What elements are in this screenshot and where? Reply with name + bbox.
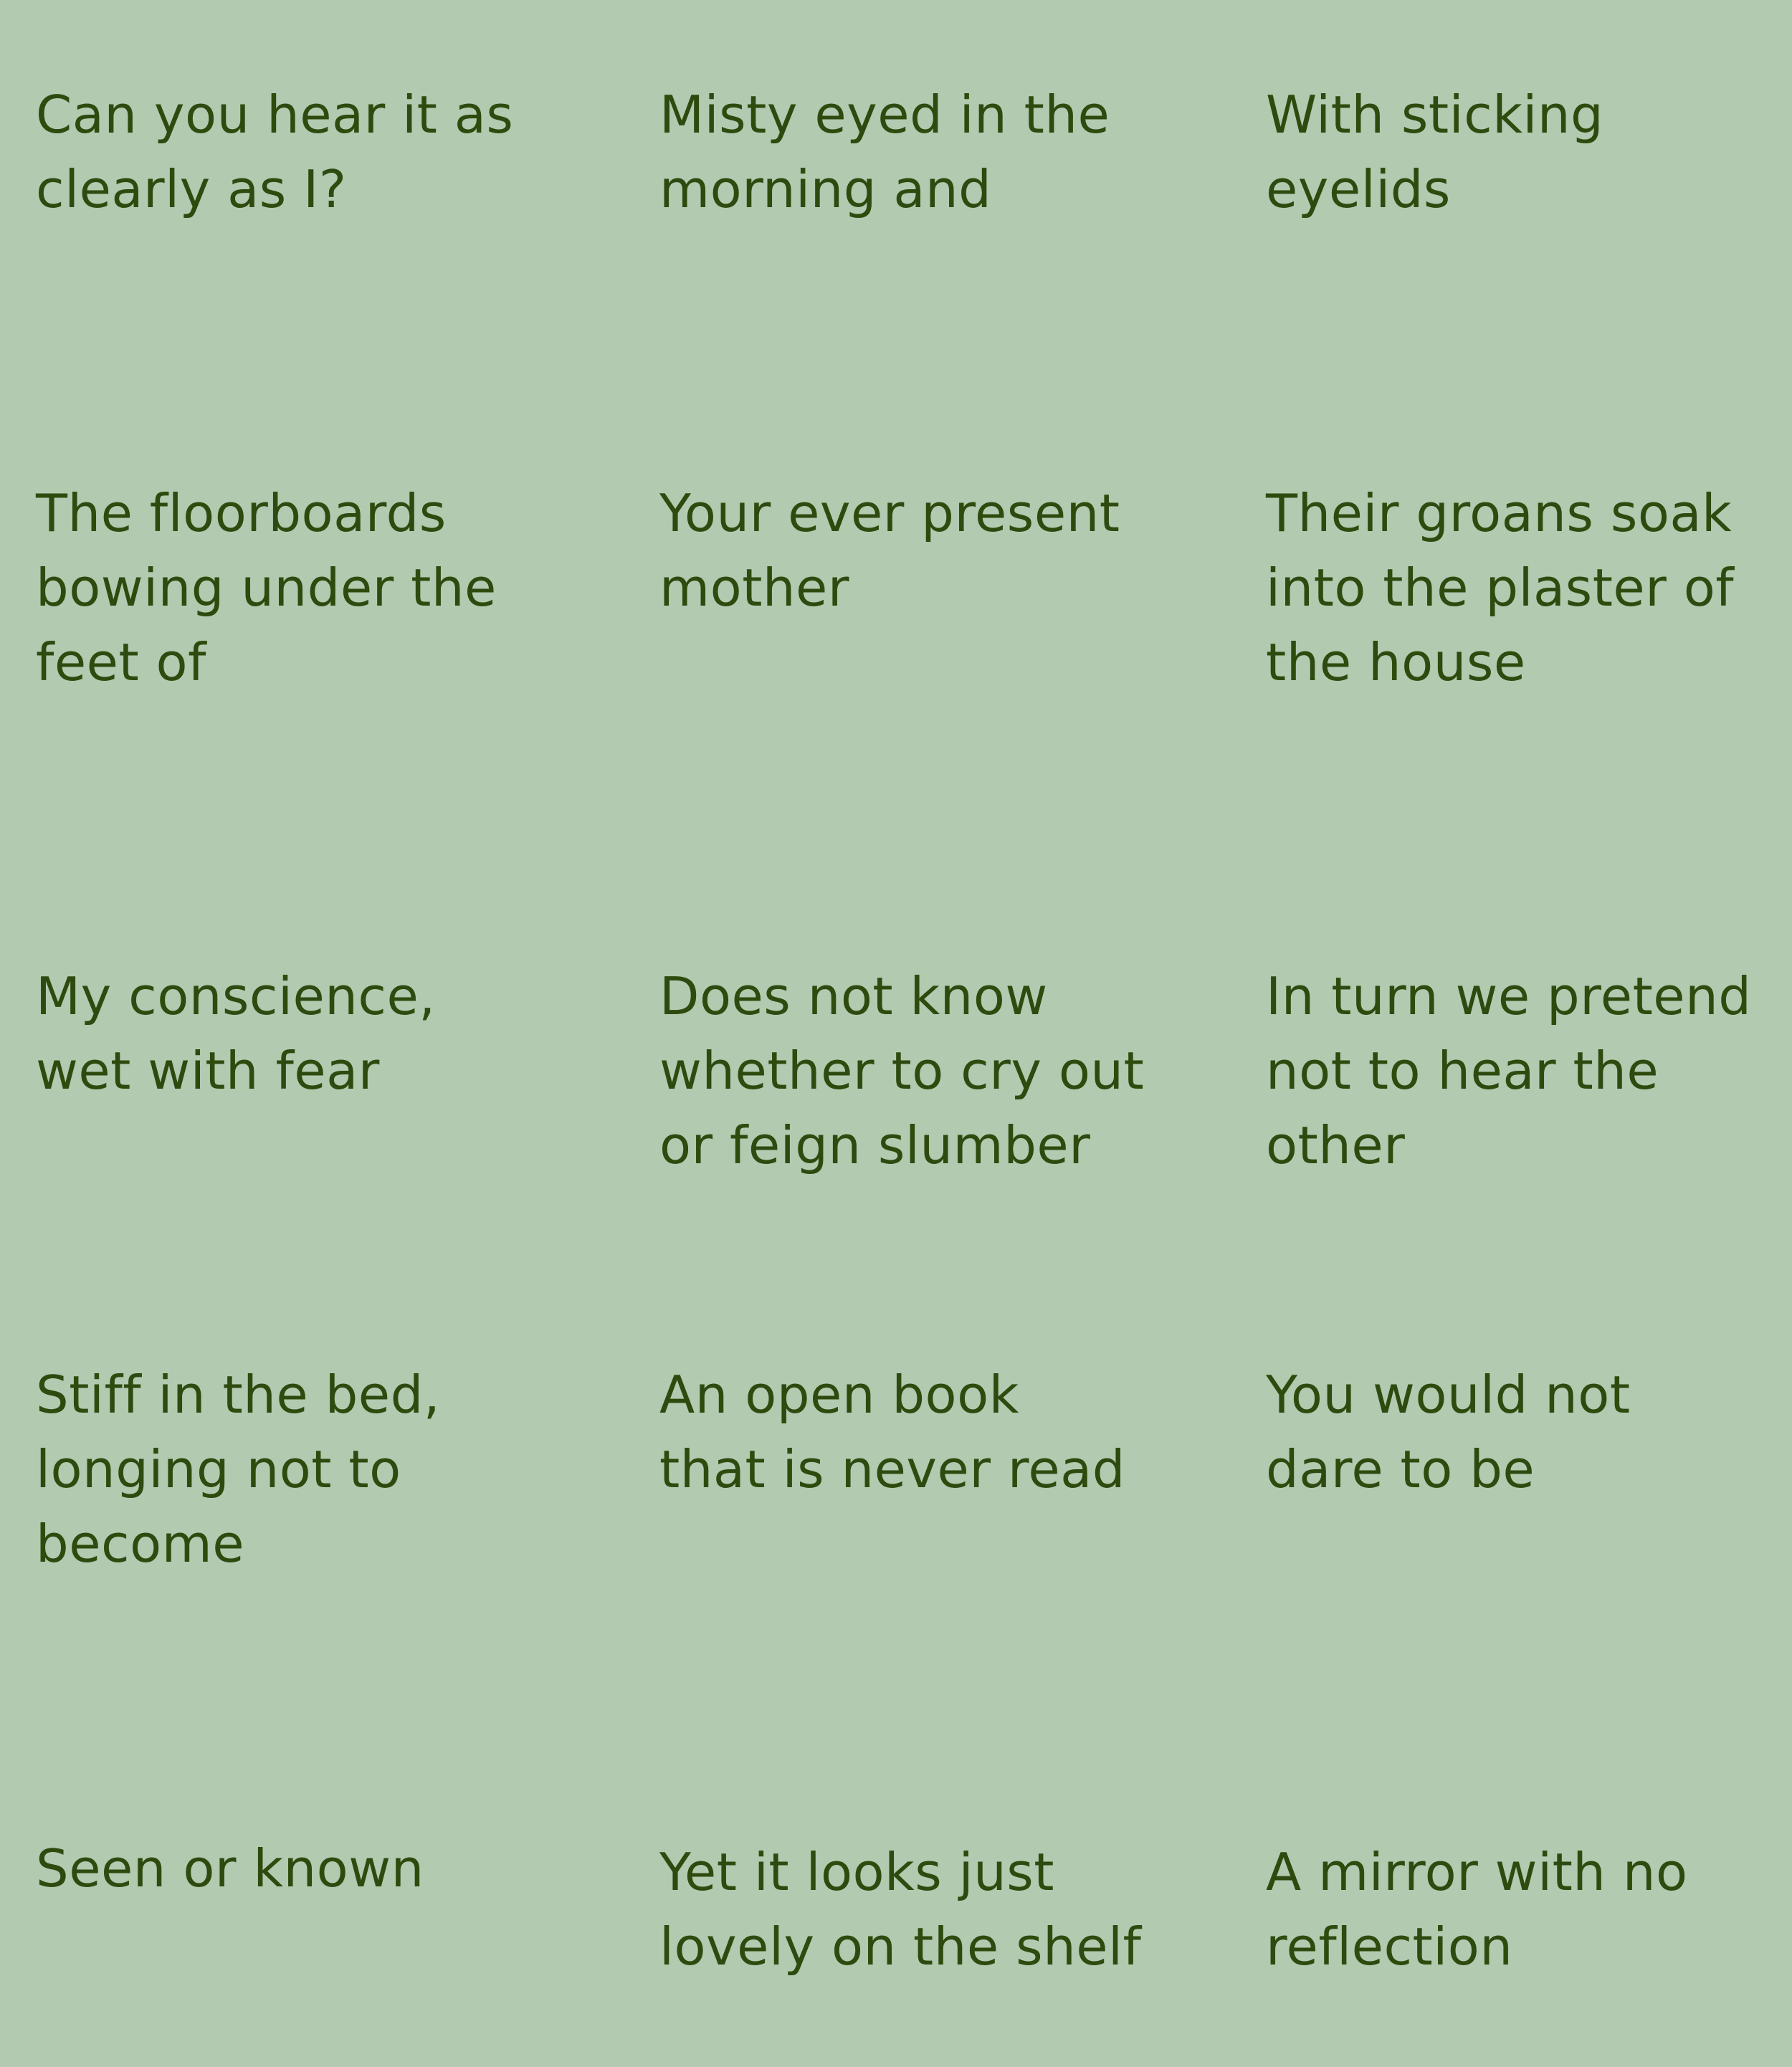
poem-line: Yet it looks just lovely on the shelf (659, 1842, 1142, 1977)
poem-line: An open book that is never read (659, 1365, 1125, 1499)
poem-line: Their groans soak into the plaster of the house (1266, 483, 1735, 692)
poem-line: Stiff in the bed, longing not to become (36, 1365, 441, 1574)
poem-line: With sticking eyelids (1266, 85, 1604, 219)
poem-line: Misty eyed in the morning and (659, 85, 1110, 219)
poem-line: Seen or known (36, 1838, 424, 1899)
poem-line: In turn we pretend not to hear the other (1266, 966, 1752, 1175)
poem-line: Can you hear it as clearly as I? (36, 85, 514, 219)
poem-line: You would not dare to be (1266, 1365, 1631, 1499)
poem-line: My conscience, wet with fear (36, 966, 436, 1101)
poem-line: Does not know whether to cry out or feign slumber (659, 966, 1145, 1175)
poem-line: Your ever present mother (659, 483, 1120, 618)
poem-line: A mirror with no reflection (1266, 1842, 1688, 1977)
poem-line: The floorboards bowing under the feet of (36, 483, 497, 692)
